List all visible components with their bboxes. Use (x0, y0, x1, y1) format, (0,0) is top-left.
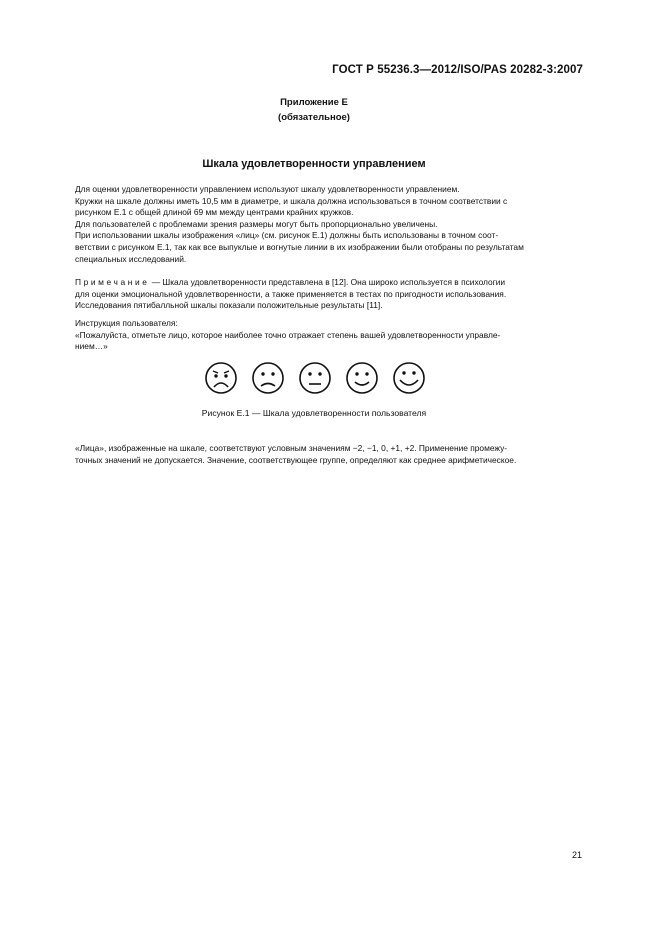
paragraph-2-line-2: рисунком Е.1 с общей длиной 69 мм между центрами крайних кружков. (75, 207, 354, 218)
appendix-status: (обязательное) (278, 112, 350, 123)
final-line-2: точных значений не допускается. Значение, соответствующее группе, определяют как среднее арифметическое. (75, 454, 517, 465)
paragraph-2-line-2-wrapper (0, 207, 583, 219)
paragraph-1: Для оценки удовлетворенности управлением используют шкалу удовлетворенности управлением. (75, 184, 460, 194)
very-sad-face-icon (206, 363, 236, 393)
sad-face-icon (253, 363, 283, 393)
note-block (75, 277, 583, 312)
note-label: Примечание (75, 277, 150, 287)
paragraph-4-line-2: ветствии с рисунком Е.1, так как все выпуклые и вогнутые линии в их изображении были отобраны по результатам (75, 241, 524, 252)
instruction-label: Инструкция пользователя: (75, 318, 178, 328)
paragraph-4-line-3: специальных исследований. (75, 253, 187, 264)
main-paragraphs (75, 184, 583, 265)
paragraph-4-line-1: При использовании шкалы изображения «лиц» (см. рисунок Е.1) должны быть использованы в точном соот- (75, 230, 499, 241)
final-paragraph (75, 443, 583, 466)
note-line-2: для оценки эмоциональной удовлетворенности, а также применяется в тестах по пригодности использования. (75, 288, 507, 299)
note-text-1: — Шкала удовлетворенности представлена в [12]. Она широко используется в психологии (149, 277, 506, 287)
figure-caption: Рисунок Е.1 — Шкала удовлетворенности пользователя (201, 408, 427, 418)
paragraph-2-line-1: Кружки на шкале должны иметь 10,5 мм в диаметре, и шкала должна использоваться в точном соответствии с (75, 195, 508, 206)
note-line-3: Исследования пятибалльной шкалы показали положительные результаты [11]. (75, 300, 383, 311)
instruction-block (75, 318, 583, 353)
section-title: Шкала удовлетворенности управлением (202, 158, 426, 170)
paragraph-3: Для пользователей с проблемами зрения размеры могут быть пропорционально увеличены. (75, 218, 438, 229)
appendix-heading (0, 95, 628, 125)
appendix-title: Приложение Е (280, 97, 348, 108)
page-number: 21 (571, 850, 582, 860)
very-happy-face-icon (394, 363, 424, 393)
smiling-face-icon (347, 363, 377, 393)
instruction-line-1: «Пожалуйста, отметьте лицо, которое наиболее точно отражает степень вашей удовлетворенности управле- (75, 329, 501, 340)
note-line-1 (75, 277, 583, 289)
neutral-face-icon (300, 363, 330, 393)
standard-code-header: ГОСТ Р 55236.3—2012/ISO/PAS 20282-3:2007 (332, 64, 583, 76)
instruction-line-2: нием…» (75, 341, 108, 352)
satisfaction-scale-figure (203, 360, 428, 396)
final-line-1: «Лица», изображенные на шкале, соответствуют условным значениям −2, −1, 0, +1, +2. Применение промежу- (75, 443, 508, 453)
